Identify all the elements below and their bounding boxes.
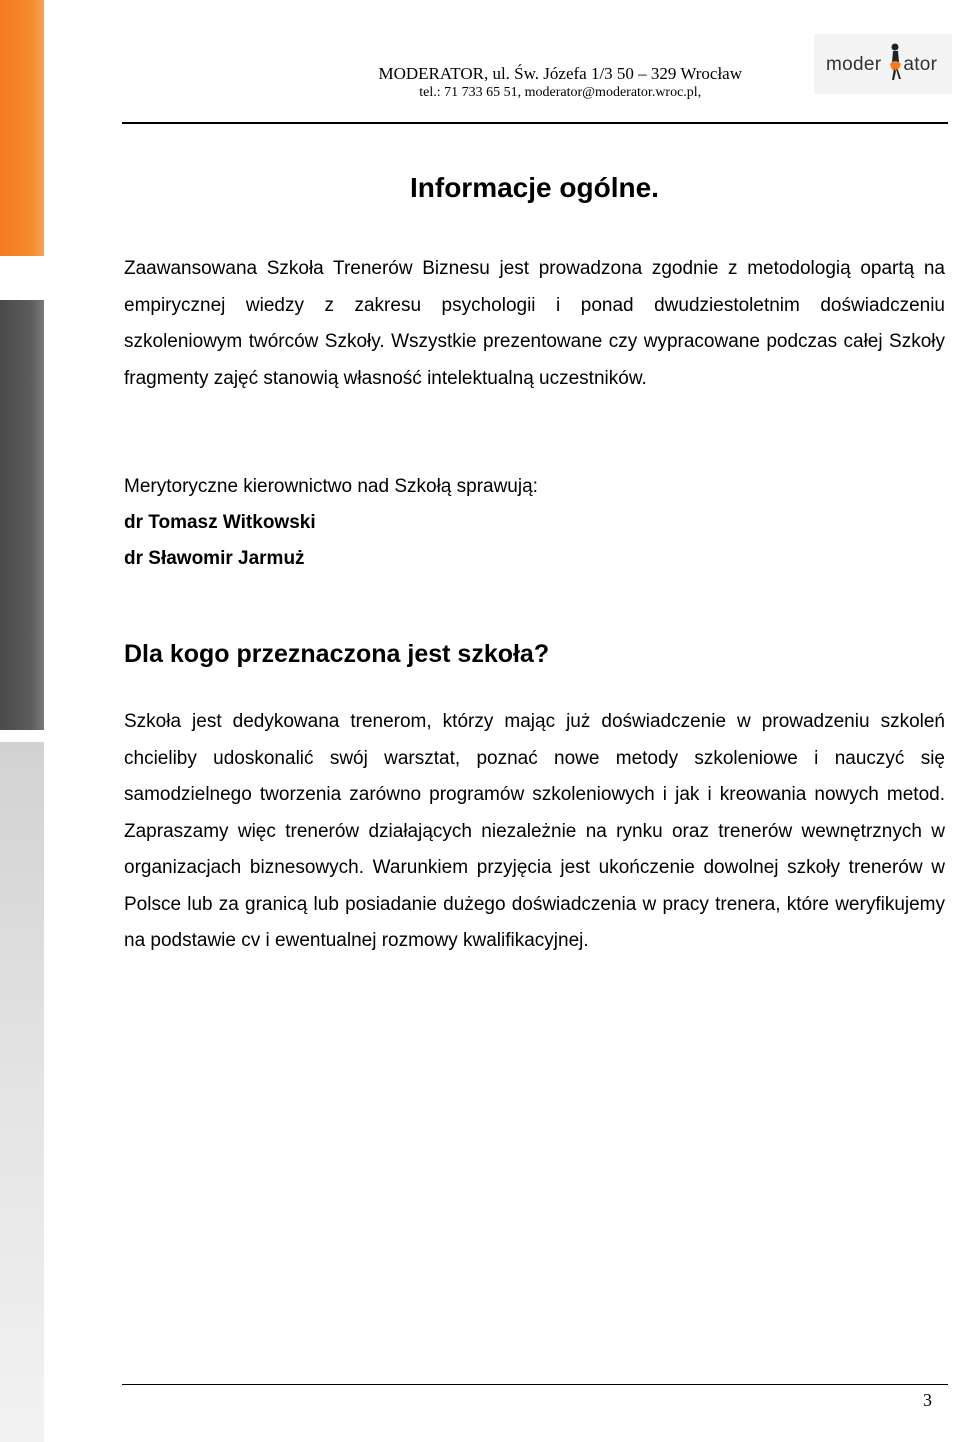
intro-paragraph: Zaawansowana Szkoła Trenerów Biznesu jest prowadzona zgodnie z metodologią opartą na empirycznej wiedzy z zakresu psychologii i ponad dwudziestoletnim doświadczeniu szkoleniowym twórców Szkoły. Wszystkie prezentowane czy wypracowane podczas całej Szkoły fragmenty zajęć stanowią własność intelektualną uczestników.	[124, 258, 945, 389]
footer-divider	[122, 1384, 948, 1385]
decorative-stripe-orange	[0, 0, 44, 256]
logo-wordmark: moder ator	[826, 54, 938, 75]
header-address-block	[378, 63, 742, 102]
leader-name: dr Tomasz Witkowski	[124, 512, 316, 533]
company-address: MODERATOR, ul. Św. Józefa 1/3 50 – 329 Wrocław	[378, 64, 742, 83]
page-title: Informacje ogólne.	[410, 172, 659, 203]
leader-name: dr Sławomir Jarmuż	[124, 548, 305, 569]
section-paragraph: Szkoła jest dedykowana trenerom, którzy mając już doświadczenie w prowadzeniu szkoleń chcieliby udoskonalić swój warsztat, poznać nowe metody szkoleniowe i nauczyć się samodzielnego tworzenia zarówno programów szkoleniowych i jak i kreowania nowych metod. Zapraszamy więc trenerów działających niezależnie na rynku oraz trenerów wewnętrznych w organizacjach biznesowych. Warunkiem przyjęcia jest ukończenie dowolnej szkoły trenerów w Polsce lub za granicą lub posiadanie dużego doświadczenia w pracy trenera, które weryfikujemy na podstawie cv i ewentualnej rozmowy kwalifikacyjnej.	[124, 711, 945, 951]
decorative-stripe-dark	[0, 300, 44, 730]
figure-icon	[884, 42, 906, 82]
decorative-stripe-light	[0, 742, 44, 1442]
company-logo	[814, 34, 952, 94]
page-number: 3	[923, 1390, 932, 1410]
section-heading: Dla kogo przeznaczona jest szkoła?	[124, 640, 550, 668]
company-contact: tel.: 71 733 65 51, moderator@moderator.wroc.pl,	[419, 85, 702, 101]
header-divider	[122, 122, 948, 124]
leaders-lead: Merytoryczne kierownictwo nad Szkołą sprawują:	[124, 476, 538, 497]
